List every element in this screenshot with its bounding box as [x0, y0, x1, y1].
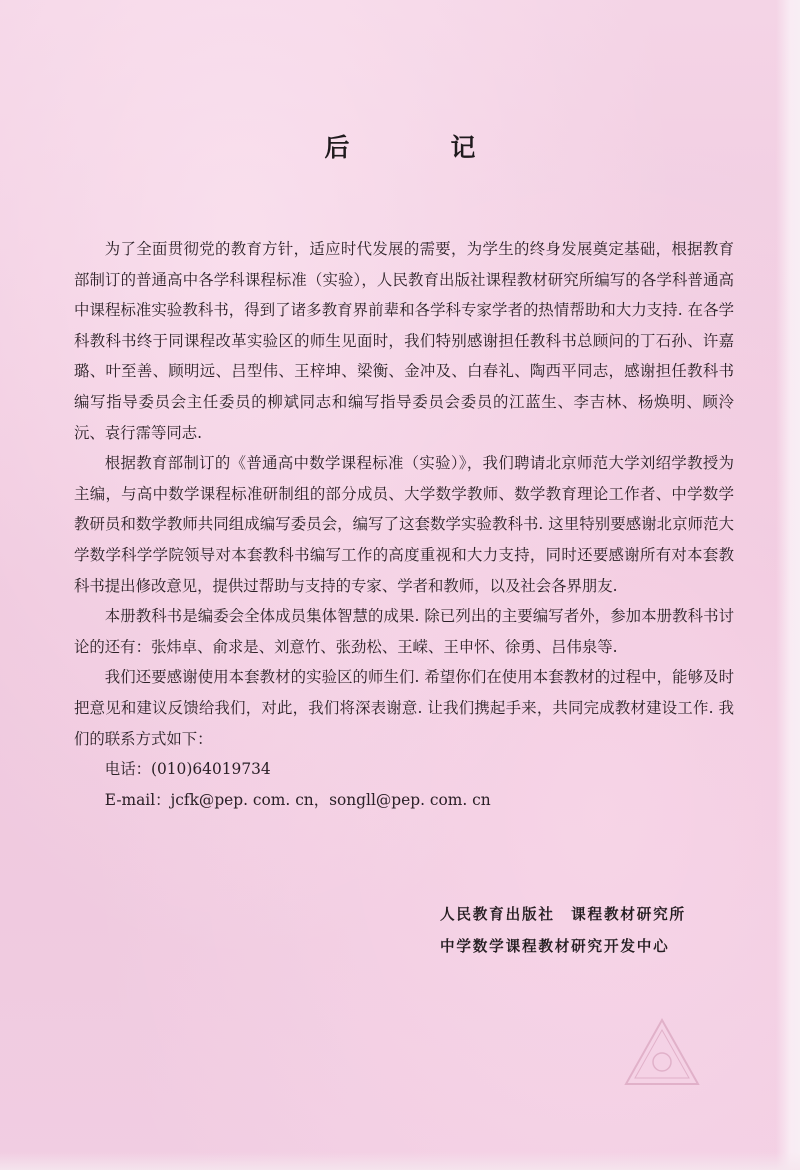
paragraph-acknowledgement-editors: 为了全面贯彻党的教育方针，适应时代发展的需要，为学生的终身发展奠定基础，根据教育部制订的普通高中各学科课程标准（实验），人民教育出版社课程教材研究所编写的各学科普通高中课程标准实验教科书，得到了诸多教育界前辈和各学科专家学者的热情帮助和大力支持. 在各学科教科书终于同课程改革实验区的师生见面时，我们特别感谢担任教科书总顾问的丁石孙、许嘉璐、叶至善、顾明远、吕型伟、王梓坤、梁衡、金冲及、白春礼、陶西平同志，感谢担任教科书编写指导委员会主任委员的柳斌同志和编写指导委员会委员的江蓝生、李吉林、杨焕明、顾泠沅、袁行霈等同志. — [74, 240, 734, 442]
paragraph-contributors: 本册教科书是编委会全体成员集体智慧的成果. 除已列出的主要编写者外，参加本册教科书讨论的还有：张炜卓、俞求是、刘意竹、张劲松、王嵘、王申怀、徐勇、吕伟泉等. — [74, 607, 734, 656]
page-title: 后 记 — [324, 133, 514, 162]
paragraph-feedback-request: 我们还要感谢使用本套教材的实验区的师生们. 希望你们在使用本套教材的过程中，能够及时把意见和建议反馈给我们，对此，我们将深表谢意. 让我们携起手来，共同完成教材建设工作. 我们的联系方式如下： — [74, 668, 734, 748]
signature-research-center: 中学数学课程教材研究开发中心 — [440, 938, 670, 955]
page-edge-bottom — [0, 1152, 800, 1170]
paragraph-chief-editor: 根据教育部制订的《普通高中数学课程标准（实验）》，我们聘请北京师范大学刘绍学教授为主编，与高中数学课程标准研制组的部分成员、大学数学教师、数学教育理论工作者、中学数学教研员和数学教师共同组成编写委员会，编写了这套数学实验教科书. 这里特别要感谢北京师范大学数学科学学院领导对本套教科书编写工作的高度重视和大力支持，同时还要感谢所有对本套教科书提出修改意见，提供过帮助与支持的专家、学者和教师，以及社会各界朋友. — [74, 454, 734, 595]
contact-phone: 电话：(010)64019734 — [104, 760, 271, 779]
signature-publisher: 人民教育出版社 课程教材研究所 — [440, 906, 686, 923]
contact-email: E-mail：jcfk@pep. com. cn，songll@pep. com. cn — [104, 790, 491, 809]
triangle-stamp-icon — [622, 1016, 702, 1088]
signature-block — [440, 899, 740, 963]
page-edge-right — [776, 0, 800, 1170]
afterword-body — [74, 234, 734, 815]
